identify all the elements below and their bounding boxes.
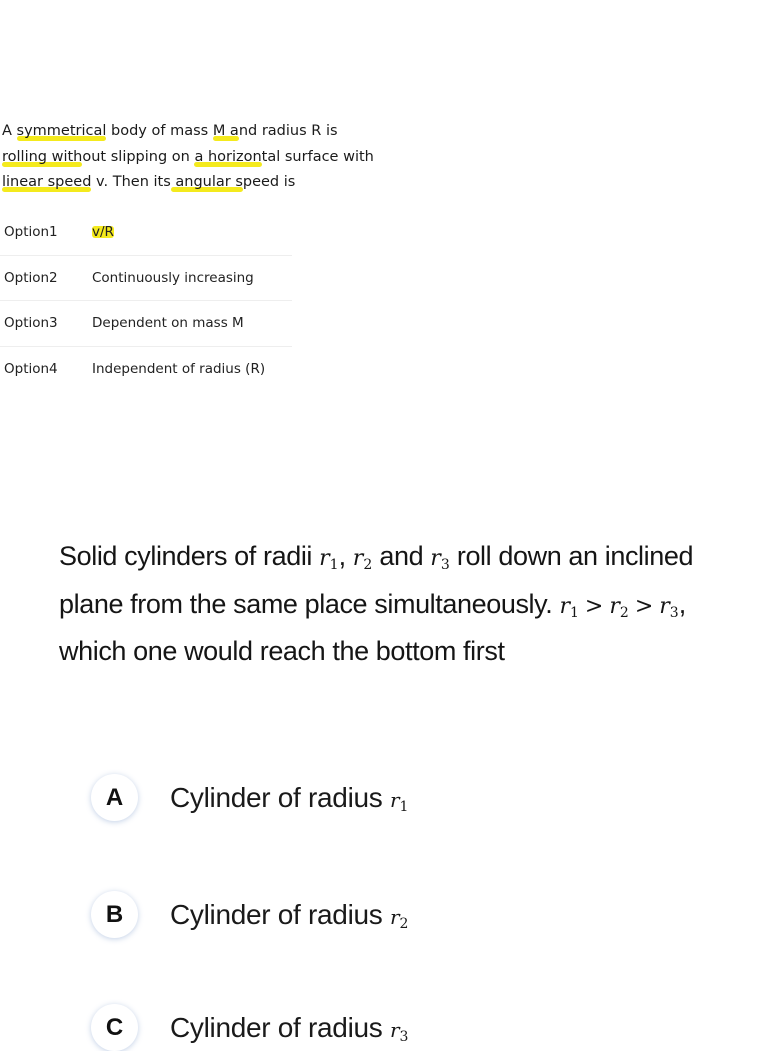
math-r3: [430, 546, 449, 571]
q1-text: nd radius R is: [238, 123, 338, 139]
choice-text[interactable]: [170, 1012, 408, 1044]
q1-text: out slipping on: [82, 148, 195, 165]
choice-b[interactable]: [91, 891, 408, 938]
q2-text: roll down an inclined plane from the same place simultaneously.: [59, 541, 694, 619]
question-1: [2, 119, 422, 196]
q2-text: Solid cylinders of radii: [59, 541, 320, 571]
choice-text[interactable]: [170, 782, 408, 814]
math-var: r: [430, 546, 441, 571]
math-r2: [353, 546, 372, 571]
math-var: r: [389, 1017, 400, 1042]
math-var: r: [659, 593, 670, 619]
question-1-line-3: [2, 170, 422, 196]
question-1-line-2: [2, 145, 422, 171]
choice-letter-badge[interactable]: C: [91, 1004, 138, 1051]
q1-highlight: M a: [212, 123, 239, 139]
choice-letter-badge[interactable]: B: [91, 891, 138, 938]
choice-c[interactable]: [91, 1004, 408, 1051]
q1-highlight: symmetrical: [16, 123, 107, 139]
choice-letter-badge[interactable]: A: [91, 774, 138, 821]
q2-text: , which one would reach the bottom first: [59, 588, 686, 666]
option-text: Dependent on mass M: [92, 315, 244, 332]
choice-text[interactable]: [170, 899, 408, 931]
option-text: Continuously increasing: [92, 269, 254, 286]
option-text: v/R: [92, 224, 114, 241]
math-sub: 3: [440, 557, 450, 573]
q1-text: body of mass: [106, 123, 213, 139]
choice-a[interactable]: [91, 774, 408, 821]
option-number: Option4: [4, 360, 58, 377]
math-var: r: [559, 593, 570, 619]
math-gt: >: [634, 593, 654, 619]
math-sub: 1: [329, 557, 339, 573]
choice-math: [389, 1017, 409, 1045]
choice-label: Cylinder of radius: [170, 1011, 390, 1043]
math-var: r: [609, 593, 620, 619]
math-var: r: [352, 546, 364, 571]
math-r1: [319, 546, 338, 571]
math-sub: 1: [570, 604, 579, 621]
q1-highlight: linear speed: [2, 174, 92, 190]
choice-label: Cylinder of radius: [170, 898, 390, 930]
question-1-line-1: [2, 119, 422, 145]
q1-text: tal surface with: [261, 148, 374, 165]
option-row-4[interactable]: [0, 347, 292, 392]
options-table: [0, 210, 292, 391]
q1-text: A: [2, 123, 17, 139]
q2-text: ,: [338, 541, 353, 571]
option-text: Independent of radius (R): [92, 360, 266, 377]
q1-highlight: a horizon: [194, 148, 262, 165]
option-row-3[interactable]: [0, 301, 292, 347]
q1-text: v. Then its: [91, 174, 171, 190]
q1-highlight: angular s: [170, 174, 243, 190]
math-var: r: [389, 787, 400, 812]
math-var: r: [319, 546, 330, 571]
choice-math: [389, 787, 409, 815]
q1-highlight: rolling with: [2, 148, 83, 165]
option-row-2[interactable]: [0, 256, 292, 302]
q2-text: and: [372, 541, 431, 571]
option-number: Option3: [4, 315, 58, 332]
math-sub: 3: [399, 1028, 409, 1045]
option-number: Option1: [4, 224, 58, 241]
option-row-1[interactable]: [0, 210, 292, 256]
choice-math: [389, 904, 409, 932]
math-sub: 2: [619, 604, 629, 621]
question-2: [59, 534, 739, 674]
q1-text: peed is: [242, 174, 296, 190]
math-var: r: [389, 904, 400, 929]
math-sub: 3: [669, 604, 679, 621]
choice-label: Cylinder of radius: [170, 781, 390, 813]
option-number: Option2: [4, 269, 58, 286]
math-sub: 1: [399, 798, 409, 815]
math-gt: >: [584, 593, 604, 619]
math-sub: 2: [363, 557, 373, 573]
math-sub: 2: [399, 915, 409, 932]
math-inequality: [559, 594, 678, 619]
